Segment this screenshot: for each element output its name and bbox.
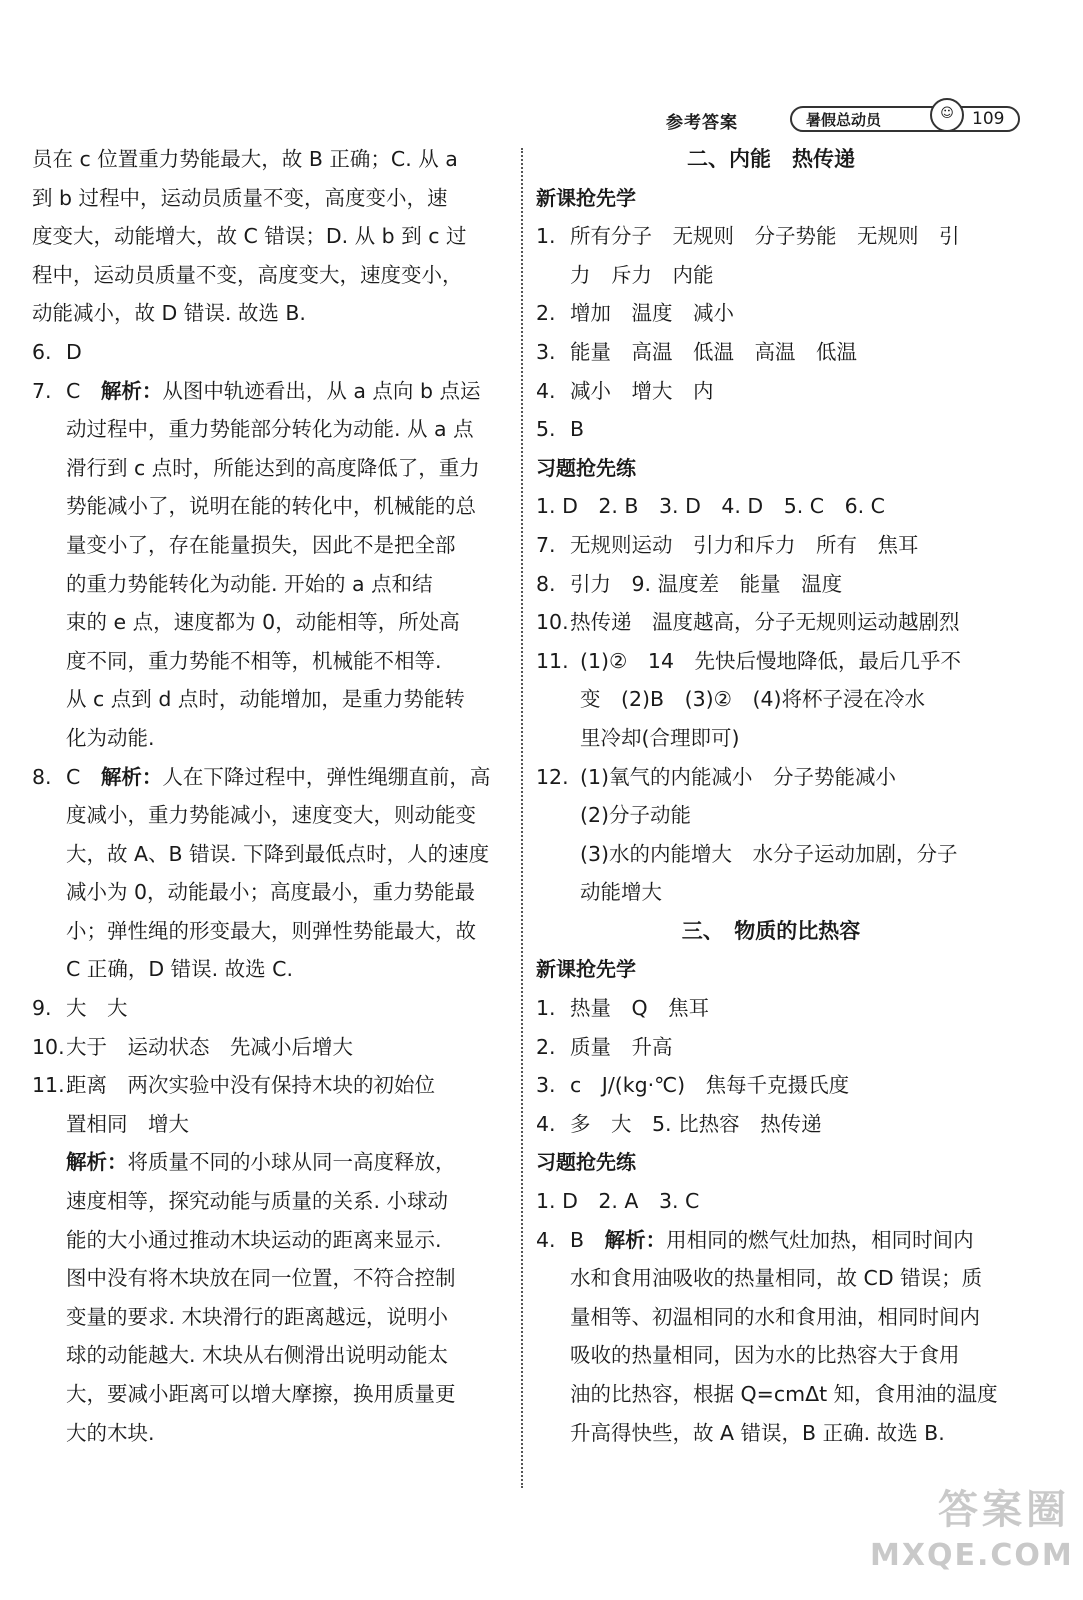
text-line: 动能增大	[580, 880, 662, 905]
text-line: 从 c 点到 d 点时，动能增加，是重力势能转	[66, 687, 465, 712]
text-line: 量变小了，存在能量损失，因此不是把全部	[66, 532, 456, 557]
text-line: 力 斥力 内能	[570, 262, 714, 287]
text-line: 速度相等，探究动能与质量的关系. 小球动	[66, 1189, 449, 1214]
text-line: 小；弹性绳的形变最大，则弹性势能最大，故	[66, 918, 476, 943]
analysis-line: 解析：将质量不同的小球从同一高度释放，	[66, 1150, 456, 1175]
right-column	[536, 140, 1006, 1452]
answer-9: 9. 大 大	[32, 996, 128, 1021]
text-line: 减小为 0，动能最小；高度最小，重力势能最	[66, 880, 476, 905]
answer-4: 4. 减小 增大 内	[536, 378, 714, 403]
page-number: 109	[972, 109, 1005, 129]
answer-row: 1. D 2. A 3. C	[536, 1189, 700, 1214]
text-line: 大的木块.	[66, 1420, 155, 1445]
header-series-title: 暑假总动员	[806, 111, 882, 129]
analysis-label: 解析：	[66, 1150, 128, 1175]
text-line: 度不同，重力势能不相等，机械能不相等.	[66, 648, 442, 673]
answer-11: 11. (1)② 14 先快后慢地降低，最后几乎不	[536, 648, 962, 673]
text-line: 度减小，重力势能减小，速度变大，则动能变	[66, 803, 476, 828]
analysis-label: 解析：	[100, 764, 163, 789]
answer-1: 1. 所有分子 无规则 分子势能 无规则 引	[536, 224, 960, 249]
text-line: 油的比热容，根据 Q=cmΔt 知，食用油的温度	[570, 1382, 998, 1406]
text-line: 动能减小，故 D 错误. 故选 B.	[32, 301, 306, 326]
answer-3: 3. 能量 高温 低温 高温 低温	[536, 339, 857, 364]
answer-7: 7. C 解析：从图中轨迹看出，从 a 点向 b 点运	[32, 378, 481, 403]
answer-7: 7. 无规则运动 引力和斥力 所有 焦耳	[536, 532, 919, 557]
text-line: 升高得快些，故 A 错误，B 正确. 故选 B.	[570, 1420, 945, 1445]
answer-10: 10.热传递 温度越高，分子无规则运动越剧烈	[536, 610, 960, 635]
text-line: 图中没有将木块放在同一位置，不符合控制	[66, 1266, 456, 1291]
text-line: 程中，运动员质量不变，高度变大，速度变小，	[32, 262, 463, 287]
analysis-label: 解析：	[100, 378, 163, 403]
answer-11: 11.距离 两次实验中没有保持木块的初始位	[32, 1073, 435, 1098]
answer-4: 4. B 解析：用相同的燃气灶加热，相同时间内	[536, 1227, 974, 1252]
answer-10: 10.大于 运动状态 先减小后增大	[32, 1034, 353, 1059]
text-line: 水和食用油吸收的热量相同，故 CD 错误；质	[570, 1266, 983, 1291]
watermark	[870, 1482, 1074, 1592]
text-line: 变 (2)B (3)② (4)将杯子浸在冷水	[580, 687, 926, 712]
subsection-title: 习题抢先练	[536, 455, 636, 480]
text-line: 里冷却(合理即可)	[580, 725, 740, 750]
text-line: 员在 c 位置重力势能最大，故 B 正确；C. 从 a	[32, 147, 458, 171]
page-header	[0, 104, 1083, 144]
text-line: 势能减小了，说明在能的转化中，机械能的总	[66, 494, 476, 519]
answer-2: 2. 质量 升高	[536, 1034, 673, 1059]
answer-8: 8. C 解析：人在下降过程中，弹性绳绷直前，高	[32, 764, 491, 789]
answer-row: 1. D 2. B 3. D 4. D 5. C 6. C	[536, 494, 886, 519]
subsection-title: 新课抢先学	[536, 957, 636, 982]
section-title: 三、 物质的比热容	[681, 918, 861, 943]
text-line: 大，故 A、B 错误. 下降到最低点时，人的速度	[66, 841, 490, 866]
text-line: 变量的要求. 木块滑行的距离越远，说明小	[66, 1304, 449, 1329]
text-line: 动过程中，重力势能部分转化为动能. 从 a 点	[66, 417, 474, 442]
text-line: 球的动能越大. 木块从右侧滑出说明动能太	[66, 1343, 449, 1368]
watermark-title: 答案圈	[938, 1487, 1070, 1533]
text-line: 到 b 过程中，运动员质量不变，高度变小，速	[32, 185, 448, 210]
analysis-label: 解析：	[604, 1227, 667, 1252]
answer-8: 8. 引力 9. 温度差 能量 温度	[536, 571, 843, 596]
answer-12: 12. (1)氧气的内能减小 分子势能减小	[536, 764, 897, 789]
text-line: 化为动能.	[66, 725, 155, 750]
text-line: (2)分子动能	[580, 803, 692, 828]
text-line: 量相等、初温相同的水和食用油，相同时间内	[570, 1304, 980, 1329]
answer-4: 4. 多 大 5. 比热容 热传递	[536, 1111, 822, 1136]
text-line: 能的大小通过推动木块运动的距离来显示.	[66, 1227, 442, 1252]
watermark-url: MXQE.COM	[870, 1538, 1074, 1573]
text-line: C 正确，D 错误. 故选 C.	[66, 957, 294, 982]
section-title: 二、内能 热传递	[687, 147, 855, 171]
text-line: 的重力势能转化为动能. 开始的 a 点和结	[66, 571, 433, 596]
answer-3: 3. c J/(kg·℃) 焦每千克摄氏度	[536, 1073, 850, 1098]
answer-2: 2. 增加 温度 减小	[536, 301, 734, 326]
subsection-title: 习题抢先练	[536, 1150, 636, 1175]
text-line: 置相同 增大	[66, 1111, 189, 1136]
mascot-icon: ☺	[930, 98, 964, 132]
subsection-title: 新课抢先学	[536, 185, 636, 210]
text-line: (3)水的内能增大 水分子运动加剧，分子	[580, 841, 958, 866]
text-line: 度变大，动能增大，故 C 错误；D. 从 b 到 c 过	[32, 224, 467, 249]
text-line: 滑行到 c 点时，所能达到的高度降低了，重力	[66, 455, 480, 480]
text-line: 大，要减小距离可以增大摩擦，换用质量更	[66, 1382, 456, 1406]
header-label: 参考答案	[666, 113, 738, 133]
answer-5: 5. B	[536, 417, 585, 442]
answer-6: 6. D	[32, 339, 82, 364]
answer-1: 1. 热量 Q 焦耳	[536, 996, 710, 1021]
column-divider	[521, 148, 523, 1488]
left-column	[32, 140, 502, 1452]
text-line: 吸收的热量相同，因为水的比热容大于食用	[570, 1343, 960, 1368]
text-line: 束的 e 点，速度都为 0，动能相等，所处高	[66, 610, 460, 635]
